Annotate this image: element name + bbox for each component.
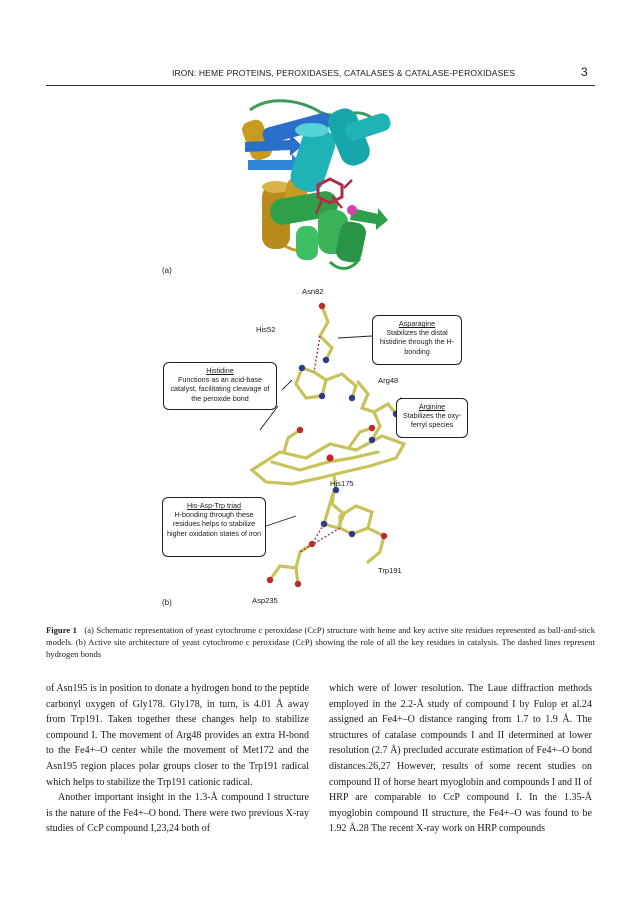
paragraph: Another important insight in the 1.3-Å compound I structure is the nature of the Fe4+–O bond. There were two previous X-ray studies of CcP compound I,23,24 both of <box>46 792 309 835</box>
callout-triad-body: H-bonding through these residues helps to stabilize higher oxidation states of iron <box>167 510 261 538</box>
residue-label-asp235: Asp235 <box>252 596 278 605</box>
callout-arginine <box>396 398 468 438</box>
paragraph: which were of lower resolution. The Laue diffraction methods employed in the 2.2-Å study of compound I by Fulop et al.24 assigned an Fe4+–O distance ranging from 1.7 to 1.9 Å. The structures of catalase compounds I and II determined at lower resolution (2.7 Å) precluded accurate estimation of Fe4+–O bond distances.26,27 However, results of some recent studies on compound II of horse heart myoglobin and compounds I and II of HRP are comparable to CcP compound I. In the 1.35-Å myoglobin compound II structure, the Fe4+–O was found to be 1.92 Å.28 The recent X-ray work on HRP compounds <box>329 683 592 835</box>
callout-histidine-body: Functions as an acid-base catalyst, facilitating cleavage of the peroxide bond <box>170 375 270 403</box>
running-title: IRON: HEME PROTEINS, PEROXIDASES, CATALASES & CATALASE-PEROXIDASES <box>172 68 516 78</box>
body-column-left <box>46 681 309 837</box>
figure-caption-text: (a) Schematic representation of yeast cytochrome c peroxidase (CcP) structure with heme and key active site residues represented as ball-and-stick models. (b) Active site architecture of yeast cytochrome c peroxidase (CcP) showing the role of all the key residues in catalysis. The dashed lines represent hydrogen bonds <box>46 625 595 660</box>
callout-triad-title: His-Asp-Trp triad <box>186 501 242 510</box>
panel-a-label: (a) <box>162 266 172 275</box>
callout-histidine-title: Histidine <box>206 366 234 375</box>
callout-arginine-body: Stabilizes the oxy-ferryl species <box>402 411 462 430</box>
callout-arginine-title: Arginine <box>418 402 446 411</box>
callout-asparagine-body: Stabilizes the distal histidine through the H-bonding <box>379 328 455 356</box>
paragraph: of Asn195 is in position to donate a hydrogen bond to the peptide carbonyl oxygen of Gly178. Gly178, in turn, is 4.01 Å away from Trp191. Taken together these changes help to stabilize compound I. The movement of Arg48 provides an extra H-bond to the Fe4+–O center while the movement of Met172 and the Asn195 region places polar groups closer to the Trp191 radical which helps to stabilize the Trp191 cationic radical. <box>46 683 309 788</box>
callout-asparagine-title: Asparagine <box>398 319 436 328</box>
protein-ribbon-structure <box>240 101 393 269</box>
panel-b-label: (b) <box>162 598 172 607</box>
residue-label-his175: His175 <box>330 479 354 488</box>
figure-caption-label: Figure 1 <box>46 625 77 635</box>
body-column-right <box>329 681 592 837</box>
callout-his-asp-trp-triad <box>162 497 266 557</box>
page-number: 3 <box>581 65 588 79</box>
residue-label-asn82: Asn82 <box>302 287 324 296</box>
callout-asparagine <box>372 315 462 365</box>
residue-label-arg48: Arg48 <box>378 376 399 385</box>
residue-label-trp191: Trp191 <box>378 566 402 575</box>
figure-caption <box>46 624 595 661</box>
callout-histidine <box>163 362 277 410</box>
residue-label-his52: His52 <box>256 325 276 334</box>
